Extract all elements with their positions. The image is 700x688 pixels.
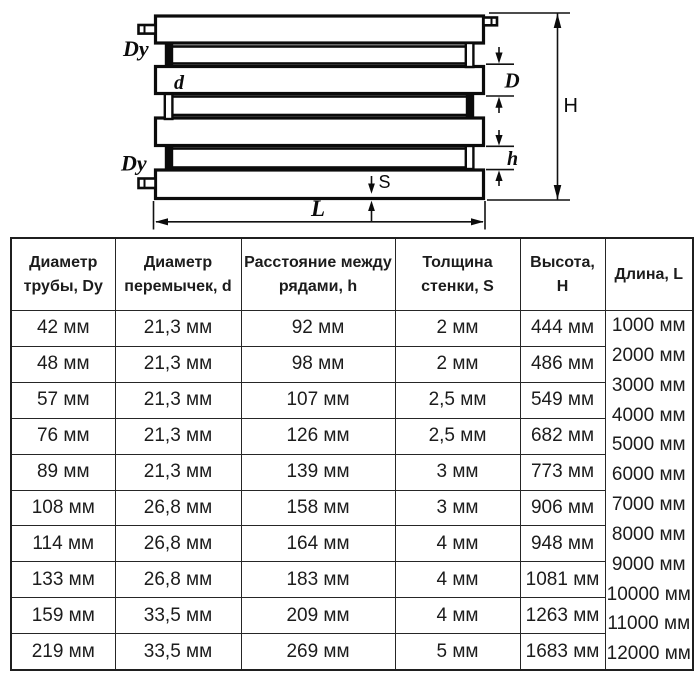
register-diagram [0, 0, 700, 237]
arrow-H-bottom [554, 185, 562, 199]
jumper-right-1 [466, 43, 474, 67]
pipe-row-3 [156, 67, 484, 94]
arrow-D-up [495, 97, 502, 108]
jumper-right-3 [466, 146, 474, 169]
cell-height: 1683 мм [520, 634, 605, 670]
stub-top-left [139, 25, 156, 34]
table-row [11, 526, 693, 562]
table-row [11, 311, 693, 347]
cell-height: 948 мм [520, 526, 605, 562]
cell-h: 126 мм [241, 418, 395, 454]
col-header-jumper-diameter: Диаметр перемычек, d [115, 238, 241, 311]
cell-d: 33,5 мм [115, 634, 241, 670]
label-D: D [504, 68, 520, 93]
col-header-length: Длина, L [605, 238, 693, 311]
length-option: 4000 мм [611, 404, 686, 426]
cell-h: 209 мм [241, 598, 395, 634]
col-header-height: Высота, H [520, 238, 605, 311]
stub-top-right [484, 18, 498, 26]
length-option: 8000 мм [611, 523, 686, 545]
cell-s: 2 мм [395, 311, 520, 347]
cell-height: 1081 мм [520, 562, 605, 598]
cell-dy: 76 мм [11, 418, 115, 454]
cell-h: 158 мм [241, 490, 395, 526]
jumper-left-3 [165, 144, 173, 171]
pipe-row-1 [156, 16, 484, 43]
arrow-h-down [495, 135, 502, 146]
length-option: 5000 мм [611, 434, 686, 456]
table-row [11, 454, 693, 490]
jumper-right-2 [466, 95, 474, 120]
cell-s: 2 мм [395, 346, 520, 382]
cell-dy: 108 мм [11, 490, 115, 526]
cell-h: 269 мм [241, 634, 395, 670]
label-h: h [507, 148, 519, 170]
length-option: 10000 мм [606, 583, 691, 605]
cell-height: 549 мм [520, 382, 605, 418]
cell-d: 26,8 мм [115, 490, 241, 526]
length-option: 3000 мм [611, 374, 686, 396]
pipe-row-5 [156, 118, 484, 146]
cell-h: 183 мм [241, 562, 395, 598]
cell-height: 682 мм [520, 418, 605, 454]
jumper-left-1 [165, 42, 173, 69]
label-S: S [378, 172, 391, 192]
cell-s: 2,5 мм [395, 382, 520, 418]
pipe-row-2 [169, 47, 470, 64]
cell-h: 139 мм [241, 454, 395, 490]
cell-s: 2,5 мм [395, 418, 520, 454]
pipe-row-7 [156, 170, 484, 199]
pipe-row-4 [169, 97, 470, 116]
length-option: 2000 мм [611, 344, 686, 366]
cell-d: 26,8 мм [115, 526, 241, 562]
label-dy-top: Dy [123, 36, 149, 61]
length-option: 1000 мм [611, 315, 686, 336]
length-merged-cell [605, 311, 693, 671]
table-row [11, 634, 693, 670]
cell-d: 21,3 мм [115, 382, 241, 418]
cell-d: 21,3 мм [115, 418, 241, 454]
header-row [11, 238, 693, 311]
arrow-S-up [368, 201, 375, 211]
arrow-H-top [554, 14, 562, 28]
arrow-L-left [155, 218, 168, 225]
col-header-row-spacing: Расстояние между рядами, h [241, 238, 395, 311]
arrow-h-up [495, 170, 502, 181]
cell-s: 4 мм [395, 562, 520, 598]
arrow-D-down [495, 53, 502, 64]
cell-height: 444 мм [520, 311, 605, 347]
table-row [11, 562, 693, 598]
table-row [11, 490, 693, 526]
cell-height: 773 мм [520, 454, 605, 490]
cell-s: 3 мм [395, 490, 520, 526]
col-header-wall-thickness: Толщина стенки, S [395, 238, 520, 311]
jumper-left-2 [165, 94, 173, 119]
cell-dy: 48 мм [11, 346, 115, 382]
cell-dy: 133 мм [11, 562, 115, 598]
table-row [11, 598, 693, 634]
cell-height: 1263 мм [520, 598, 605, 634]
cell-dy: 57 мм [11, 382, 115, 418]
spec-table [10, 237, 694, 671]
cell-h: 164 мм [241, 526, 395, 562]
table-row [11, 418, 693, 454]
cell-h: 107 мм [241, 382, 395, 418]
cell-d: 21,3 мм [115, 454, 241, 490]
cell-s: 3 мм [395, 454, 520, 490]
length-option: 11000 мм [607, 613, 691, 635]
cell-d: 21,3 мм [115, 311, 241, 347]
label-H: H [563, 95, 578, 117]
cell-d: 33,5 мм [115, 598, 241, 634]
col-header-pipe-diameter: Диаметр трубы, Dy [11, 238, 115, 311]
arrow-L-right [471, 218, 484, 225]
pipe-row-6 [169, 149, 470, 168]
cell-s: 4 мм [395, 526, 520, 562]
cell-h: 92 мм [241, 311, 395, 347]
cell-d: 26,8 мм [115, 562, 241, 598]
cell-dy: 114 мм [11, 526, 115, 562]
label-L: L [310, 196, 326, 221]
label-dy-bottom: Dy [121, 150, 147, 176]
table-row [11, 346, 693, 382]
length-option: 6000 мм [611, 464, 686, 486]
length-option: 7000 мм [611, 494, 686, 516]
register-drawing-svg [0, 0, 700, 237]
cell-height: 486 мм [520, 346, 605, 382]
length-option: 9000 мм [611, 553, 686, 575]
stub-bottom-left [139, 179, 156, 189]
cell-height: 906 мм [520, 490, 605, 526]
length-option: 12000 мм [606, 643, 691, 665]
cell-d: 21,3 мм [115, 346, 241, 382]
table-row [11, 382, 693, 418]
cell-dy: 159 мм [11, 598, 115, 634]
cell-dy: 219 мм [11, 634, 115, 670]
cell-h: 98 мм [241, 346, 395, 382]
label-d: d [174, 72, 184, 94]
cell-dy: 89 мм [11, 454, 115, 490]
cell-s: 5 мм [395, 634, 520, 670]
cell-dy: 42 мм [11, 311, 115, 347]
cell-s: 4 мм [395, 598, 520, 634]
